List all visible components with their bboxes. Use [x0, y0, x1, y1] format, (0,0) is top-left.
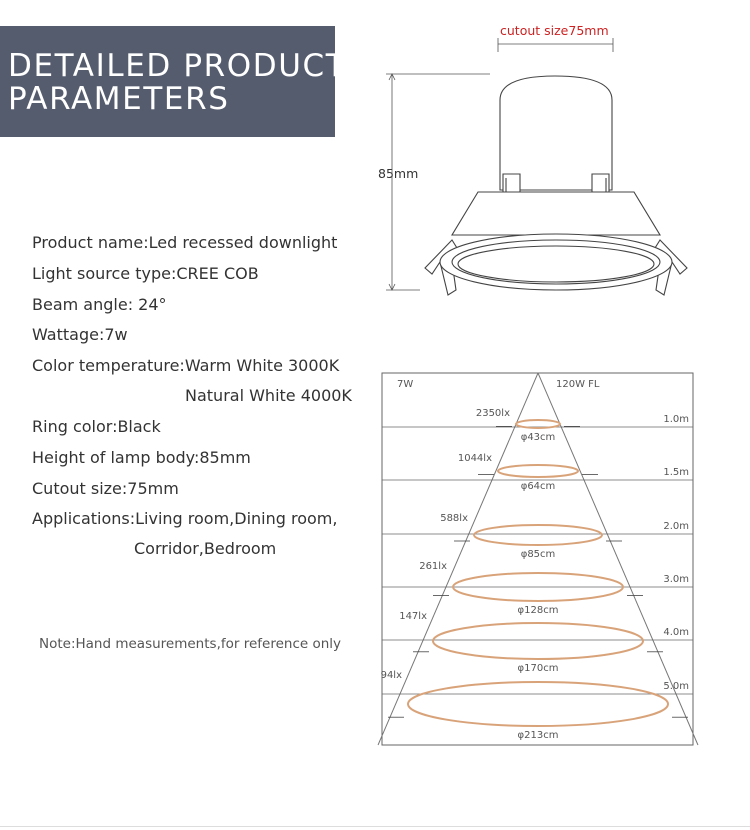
beam-cone-left	[378, 373, 538, 745]
spec-cutout-size: Cutout size:75mm	[32, 479, 179, 498]
spec-beam-angle: Beam angle: 24°	[32, 295, 167, 314]
footer-divider	[0, 826, 750, 827]
beam-diameter-label: φ170cm	[517, 663, 559, 674]
beam-distance-label: 4.0m	[663, 627, 689, 638]
beam-lux-label: 147lx	[399, 611, 427, 622]
beam-distance-label: 1.5m	[663, 467, 689, 478]
spec-color-temperature-2: Natural White 4000K	[185, 386, 352, 405]
spec-light-source: Light source type:CREE COB	[32, 264, 259, 283]
beam-distance-label: 2.0m	[663, 521, 689, 532]
height-label: 85mm	[378, 166, 419, 181]
beam-lux-label: 588lx	[440, 513, 468, 524]
beam-distance-label: 3.0m	[663, 574, 689, 585]
beam-lux-label: 2350lx	[475, 408, 510, 419]
spec-applications: Applications:Living room,Dining room,	[32, 509, 338, 528]
beam-diameter-label: φ43cm	[520, 432, 556, 443]
beam-fixture-label: 120W FL	[556, 379, 600, 390]
beam-power-label: 7W	[397, 379, 414, 390]
beam-diameter-label: φ85cm	[520, 549, 556, 560]
spec-wattage: Wattage:7w	[32, 325, 128, 344]
beam-diameter-label: φ64cm	[520, 481, 556, 492]
spec-product-name: Product name:Led recessed downlight	[32, 233, 338, 252]
beam-lux-label: 1044lx	[457, 453, 492, 464]
beam-distance-label: 1.0m	[663, 414, 689, 425]
spec-height: Height of lamp body:85mm	[32, 448, 251, 467]
spec-applications-2: Corridor,Bedroom	[134, 539, 277, 558]
title-line-2: PARAMETERS	[8, 81, 230, 117]
beam-spot-ellipse	[498, 465, 578, 477]
beam-diameter-label: φ128cm	[517, 605, 559, 616]
beam-diameter-label: φ213cm	[517, 730, 559, 741]
spec-color-temperature: Color temperature:Warm White 3000K	[32, 356, 340, 375]
spec-ring-color: Ring color:Black	[32, 417, 161, 436]
beam-lux-label: 94lx	[380, 670, 402, 681]
beam-spot-ellipse	[474, 525, 602, 545]
beam-spot-ellipse	[408, 682, 668, 726]
measurement-note: Note:Hand measurements,for reference only	[39, 636, 342, 652]
title-line-1: DETAILED PRODUCT	[8, 48, 347, 84]
beam-distance-label: 5.0m	[663, 681, 689, 692]
beam-lux-label: 261lx	[419, 561, 447, 572]
cutout-size-label: cutout size75mm	[500, 23, 609, 38]
beam-spot-ellipse	[433, 623, 643, 659]
